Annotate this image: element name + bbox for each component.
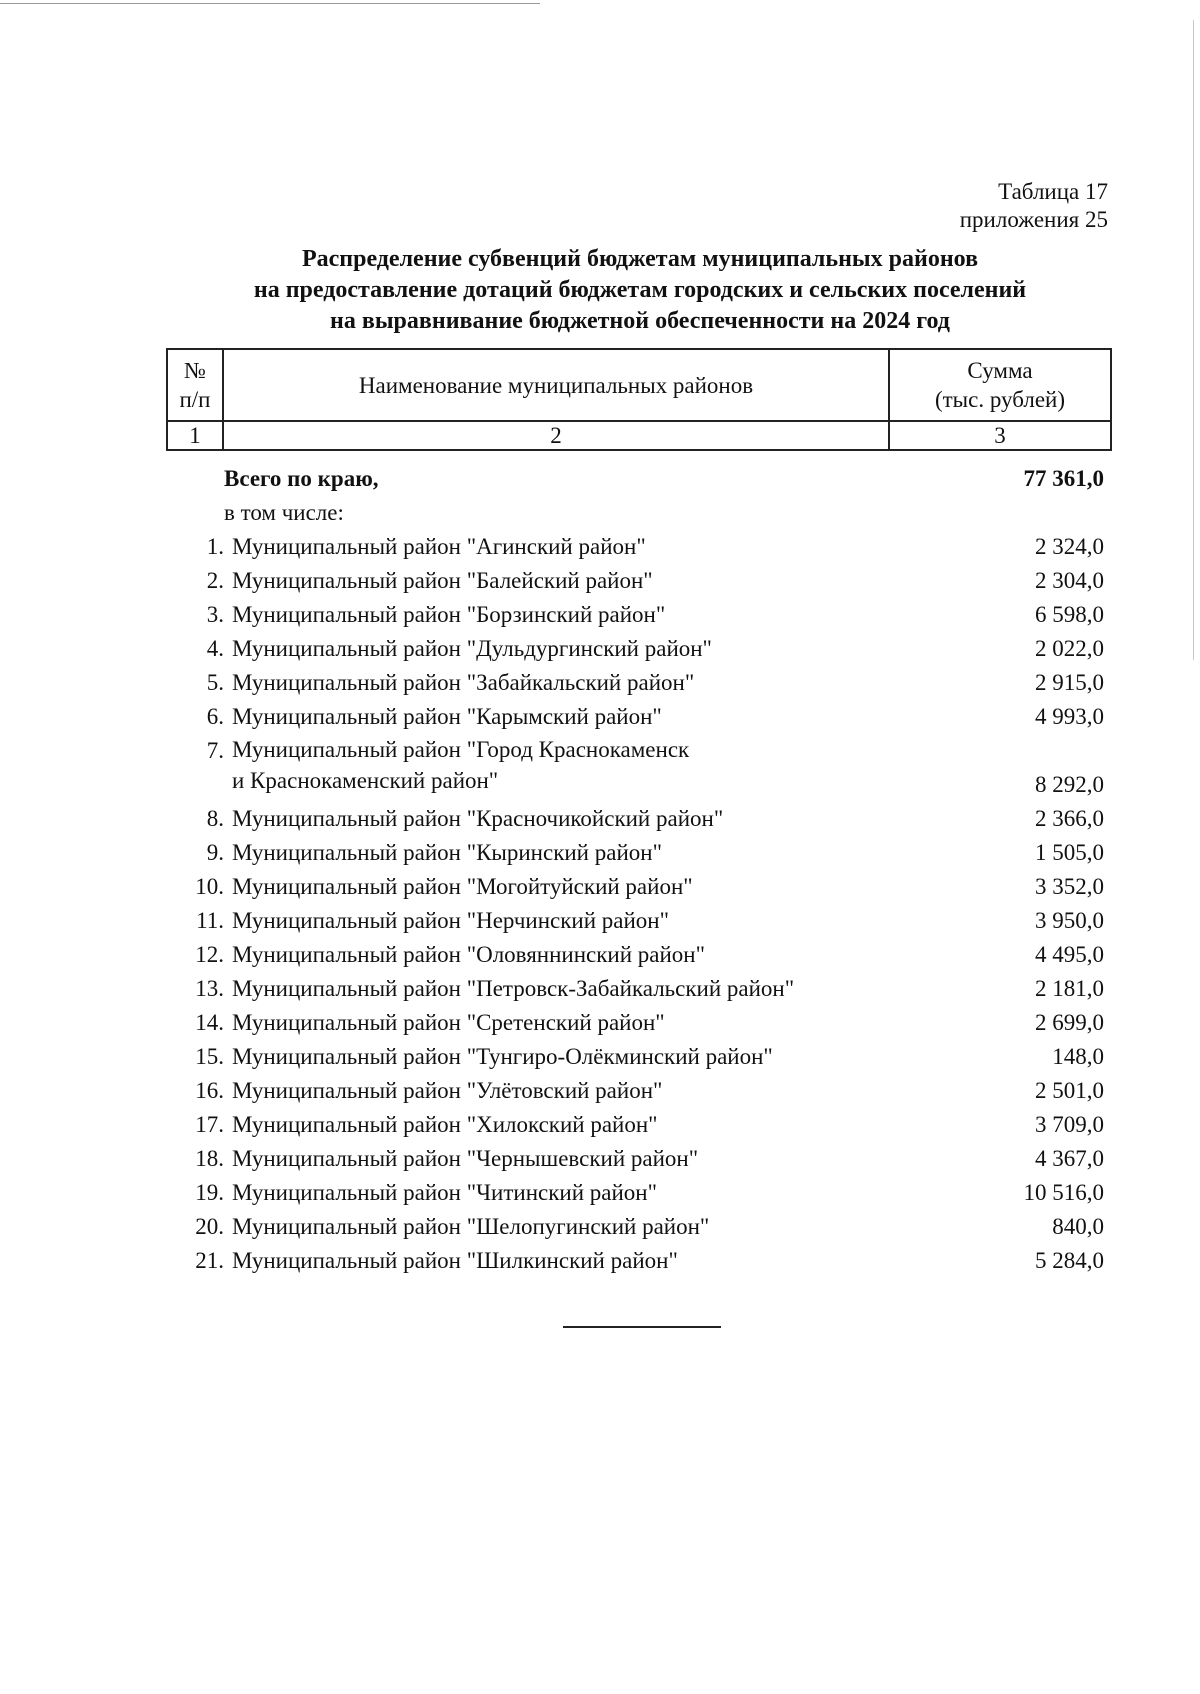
row-amount: 6 598,0 [1035,602,1104,627]
row-district-name: Муниципальный район "Кыринский район" [232,840,662,865]
row-district-name: Муниципальный район "Дульдургинский район" [232,636,712,661]
row-number: 14. [195,1010,224,1035]
row-district-name: Муниципальный район "Борзинский район" [232,602,666,627]
row-number: 12. [195,942,224,967]
table-row [166,1142,1110,1176]
total-label: Всего по краю, [224,466,379,491]
row-number: 2. [206,568,224,593]
row-amount: 3 950,0 [1035,908,1104,933]
table-row [166,836,1110,870]
including-label: в том числе: [224,500,344,525]
row-district-name: Муниципальный район "Чернышевский район" [232,1146,699,1171]
table-row [166,734,1110,802]
row-district-name: Муниципальный район "Оловяннинский район" [232,942,706,967]
column-index-1: 1 [167,421,223,450]
row-number: 8. [206,806,224,831]
including-row [166,496,1110,530]
row-district-name: Муниципальный район "Шелопугинский район" [232,1214,710,1239]
row-district-name: Муниципальный район "Карымский район" [232,704,662,729]
table-row [166,564,1110,598]
table-label: Таблица 17 [998,179,1108,204]
row-number: 18. [195,1146,224,1171]
row-number: 1. [206,534,224,559]
table-body [166,462,1110,1278]
table-row [166,1176,1110,1210]
row-district-name: Муниципальный район "Нерчинский район" [232,908,669,933]
row-number: 9. [206,840,224,865]
table-header [166,348,1112,451]
document-title [150,244,1130,337]
table-row [166,530,1110,564]
total-value: 77 361,0 [1023,466,1104,491]
table-row [166,700,1110,734]
scan-artifact-line [0,3,540,4]
table-row [166,1040,1110,1074]
row-amount: 1 505,0 [1035,840,1104,865]
column-header-number-line1: № [184,358,206,383]
row-number: 16. [195,1078,224,1103]
table-row [166,1108,1110,1142]
row-amount: 148,0 [1052,1044,1104,1069]
column-header-number [167,349,223,421]
row-district-name [232,734,872,796]
row-amount: 10 516,0 [1023,1180,1104,1205]
column-header-sum-line2: (тыс. рублей) [934,387,1066,412]
table-reference [960,178,1108,234]
row-amount: 8 292,0 [1035,772,1104,797]
row-number: 7. [206,738,224,763]
row-number: 15. [195,1044,224,1069]
row-amount: 3 352,0 [1035,874,1104,899]
table-row [166,870,1110,904]
row-amount: 840,0 [1052,1214,1104,1239]
row-amount: 2 324,0 [1035,534,1104,559]
table-row [166,666,1110,700]
title-line-1: Распределение субвенций бюджетам муниципальных районов [301,246,979,272]
total-row [166,462,1110,496]
row-district-name: Муниципальный район "Шилкинский район" [232,1248,678,1273]
row-number: 20. [195,1214,224,1239]
row-number: 13. [195,976,224,1001]
end-divider [563,1326,721,1328]
row-district-name: Муниципальный район "Улётовский район" [232,1078,663,1103]
table-row [166,972,1110,1006]
row-district-name-line1: Муниципальный район "Город Краснокаменск [232,737,690,762]
row-amount: 2 181,0 [1035,976,1104,1001]
row-district-name: Муниципальный район "Забайкальский район" [232,670,695,695]
row-amount: 2 699,0 [1035,1010,1104,1035]
row-amount: 5 284,0 [1035,1248,1104,1273]
row-amount: 2 501,0 [1035,1078,1104,1103]
row-district-name: Муниципальный район "Сретенский район" [232,1010,665,1035]
row-district-name-line2: и Краснокаменский район" [232,768,499,793]
row-district-name: Муниципальный район "Тунгиро-Олёкминский район" [232,1044,773,1069]
column-header-name [223,349,889,421]
table-row [166,1006,1110,1040]
scan-artifact-edge [1193,20,1194,660]
table-row [166,1210,1110,1244]
row-district-name: Муниципальный район "Агинский район" [232,534,646,559]
column-header-row [167,349,1111,421]
row-amount: 2 022,0 [1035,636,1104,661]
row-amount: 4 993,0 [1035,704,1104,729]
column-header-sum [889,349,1111,421]
column-index-2: 2 [223,421,889,450]
table-row [166,938,1110,972]
table-row [166,1244,1110,1278]
row-district-name: Муниципальный район "Петровск-Забайкальский район" [232,976,795,1001]
row-district-name: Муниципальный район "Балейский район" [232,568,653,593]
row-district-name: Муниципальный район "Хилокский район" [232,1112,658,1137]
row-number: 5. [206,670,224,695]
row-amount: 3 709,0 [1035,1112,1104,1137]
row-number: 6. [206,704,224,729]
table-row [166,598,1110,632]
row-district-name: Муниципальный район "Красночикойский район" [232,806,724,831]
row-number: 19. [195,1180,224,1205]
table-row [166,904,1110,938]
column-index-row [167,421,1111,450]
row-amount: 4 495,0 [1035,942,1104,967]
column-index-3: 3 [889,421,1111,450]
row-number: 10. [195,874,224,899]
row-number: 3. [206,602,224,627]
row-district-name: Муниципальный район "Могойтуйский район" [232,874,693,899]
table-row [166,1074,1110,1108]
row-district-name: Муниципальный район "Читинский район" [232,1180,657,1205]
table-row [166,802,1110,836]
row-number: 21. [195,1248,224,1273]
column-header-name-text: Наименование муниципальных районов [358,372,754,398]
table-row [166,632,1110,666]
row-amount: 2 366,0 [1035,806,1104,831]
title-line-3: на выравнивание бюджетной обеспеченности на 2024 год [330,308,950,334]
appendix-label: приложения 25 [959,207,1108,232]
row-number: 17. [195,1112,224,1137]
row-amount: 2 304,0 [1035,568,1104,593]
title-line-2: на предоставление дотаций бюджетам городских и сельских поселений [253,277,1027,303]
row-number: 11. [196,908,224,933]
row-amount: 2 915,0 [1035,670,1104,695]
row-amount: 4 367,0 [1035,1146,1104,1171]
row-number: 4. [206,636,224,661]
column-header-number-line2: п/п [179,387,211,412]
column-header-sum-line1: Сумма [967,358,1033,383]
